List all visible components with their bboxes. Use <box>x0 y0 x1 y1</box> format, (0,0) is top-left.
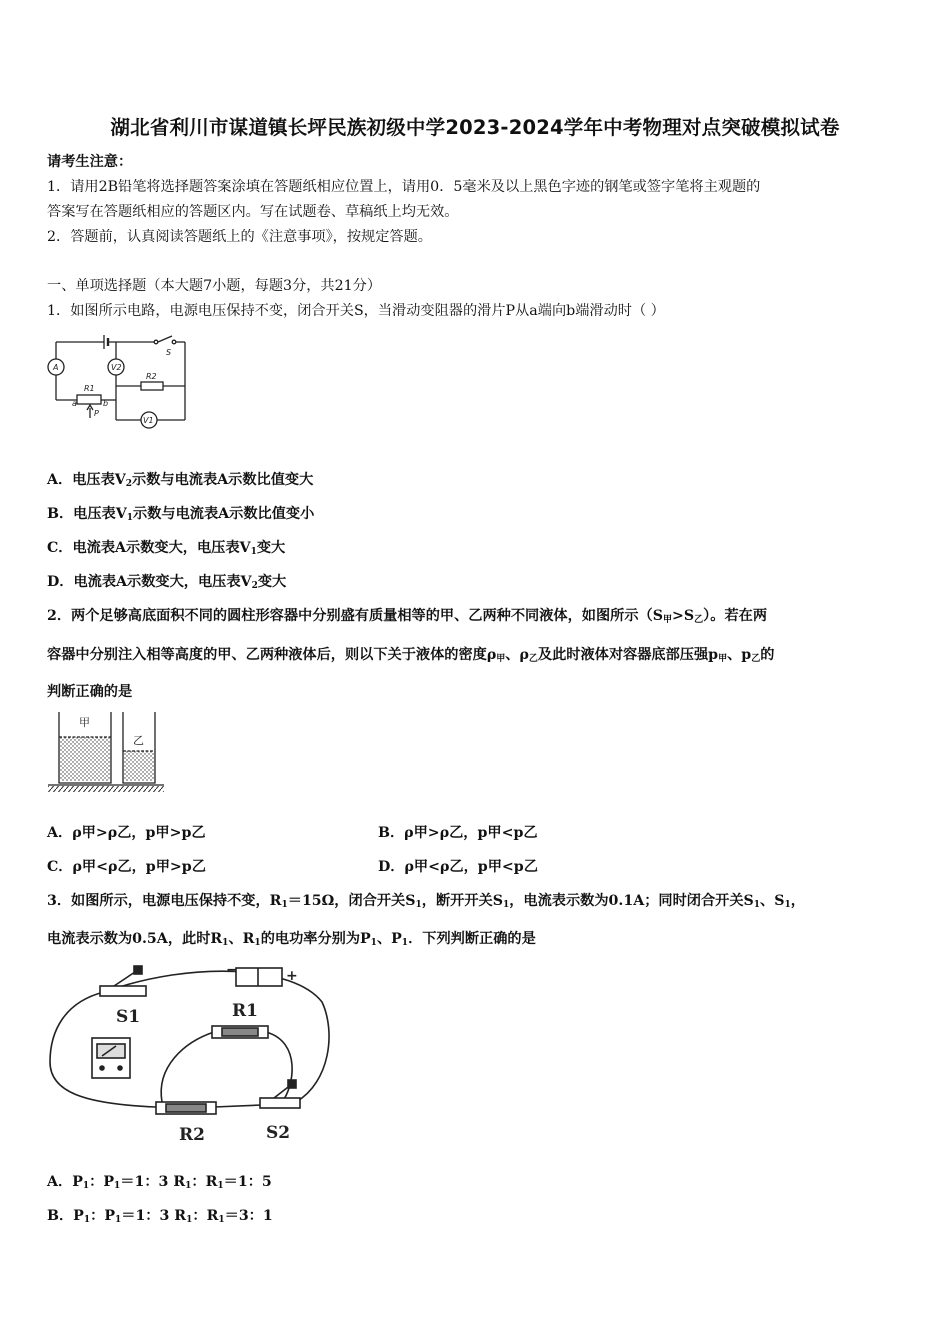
q1-circuit-diagram <box>44 334 189 434</box>
notice-line-3: 2．答题前，认真阅读答题纸上的《注意事项》，按规定答题。 <box>47 229 432 245</box>
q2-option-c: C．ρ甲<ρ乙，p甲>p乙 <box>47 859 206 875</box>
q1-label-A: A <box>53 363 59 372</box>
q2-label-yi: 乙 <box>133 734 144 747</box>
q2-option-d: D．ρ甲<ρ乙，p甲<p乙 <box>378 859 538 875</box>
q2-containers-diagram <box>46 711 166 799</box>
q2-stem-line-3: 判断正确的是 <box>47 684 133 700</box>
q1-label-V2: V2 <box>111 363 122 372</box>
q2-stem-line-1: 2．两个足够高底面积不同的圆柱形容器中分别盛有质量相等的甲、乙两种不同液体，如图所示（S甲>S乙）。若在两 <box>47 608 768 625</box>
q1-option-d: D．电流表A示数变大，电压表V2变大 <box>47 574 287 591</box>
q1-label-S: S <box>166 348 172 357</box>
q3-circuit-diagram <box>44 962 334 1152</box>
q1-label-R1: R1 <box>84 384 95 393</box>
q1-option-b: B．电压表V1示数与电流表A示数比值变小 <box>47 506 315 523</box>
notice-line-2: 答案写在答题纸相应的答题区内。写在试题卷、草稿纸上均无效。 <box>47 204 459 220</box>
q2-label-jia: 甲 <box>79 716 90 729</box>
q1-stem: 1．如图所示电路，电源电压保持不变，闭合开关S，当滑动变阻器的滑片P从a端向b端滑动时（ ） <box>47 303 665 319</box>
q3-label-S2: S2 <box>266 1123 291 1143</box>
q1-label-P: P <box>94 409 99 418</box>
q3-label-R1: R1 <box>232 1001 258 1021</box>
q2-option-b: B．ρ甲>ρ乙，p甲<p乙 <box>378 825 538 841</box>
q3-option-b: B．P1：P1＝1：3 R1：R1＝3：1 <box>47 1208 273 1225</box>
notice-heading: 请考生注意： <box>47 154 133 170</box>
q1-label-b: b <box>103 399 109 408</box>
section-heading: 一、单项选择题（本大题7小题，每题3分，共21分） <box>47 278 382 294</box>
notice-line-1: 1．请用2B铅笔将选择题答案涂填在答题纸相应位置上，请用0．5毫米及以上黑色字迹的钢笔或签字笔将主观题的 <box>47 179 761 195</box>
q1-label-V1: V1 <box>143 416 154 425</box>
q1-label-a: a <box>72 399 77 408</box>
q3-option-a: A．P1：P1＝1：3 R1：R1＝1：5 <box>47 1174 272 1191</box>
page-title: 湖北省利川市谋道镇长坪民族初级中学2023-2024学年中考物理对点突破模拟试卷 <box>110 116 840 139</box>
q3-label-R2: R2 <box>179 1125 205 1145</box>
q1-option-a: A．电压表V2示数与电流表A示数比值变大 <box>47 472 314 489</box>
q2-stem-line-2: 容器中分别注入相等高度的甲、乙两种液体后，则以下关于液体的密度ρ甲、ρ乙及此时液体对容器底部压强p甲、p乙的 <box>47 647 775 664</box>
q2-option-a: A．ρ甲>ρ乙，p甲>p乙 <box>47 825 206 841</box>
q3-label-minus: − <box>226 962 238 978</box>
q1-option-c: C．电流表A示数变大，电压表V1变大 <box>47 540 286 557</box>
q3-label-S1: S1 <box>116 1007 141 1027</box>
q3-label-plus: + <box>286 968 298 984</box>
q3-stem-line-2: 电流表示数为0.5A，此时R1、R1的电功率分别为P1、P1．下列判断正确的是 <box>47 931 536 948</box>
q1-label-R2: R2 <box>146 372 157 381</box>
q3-stem-line-1: 3．如图所示，电源电压保持不变，R1＝15Ω，闭合开关S1，断开开关S1，电流表示数为0.1A；同时闭合开关S1、S1， <box>47 893 805 910</box>
